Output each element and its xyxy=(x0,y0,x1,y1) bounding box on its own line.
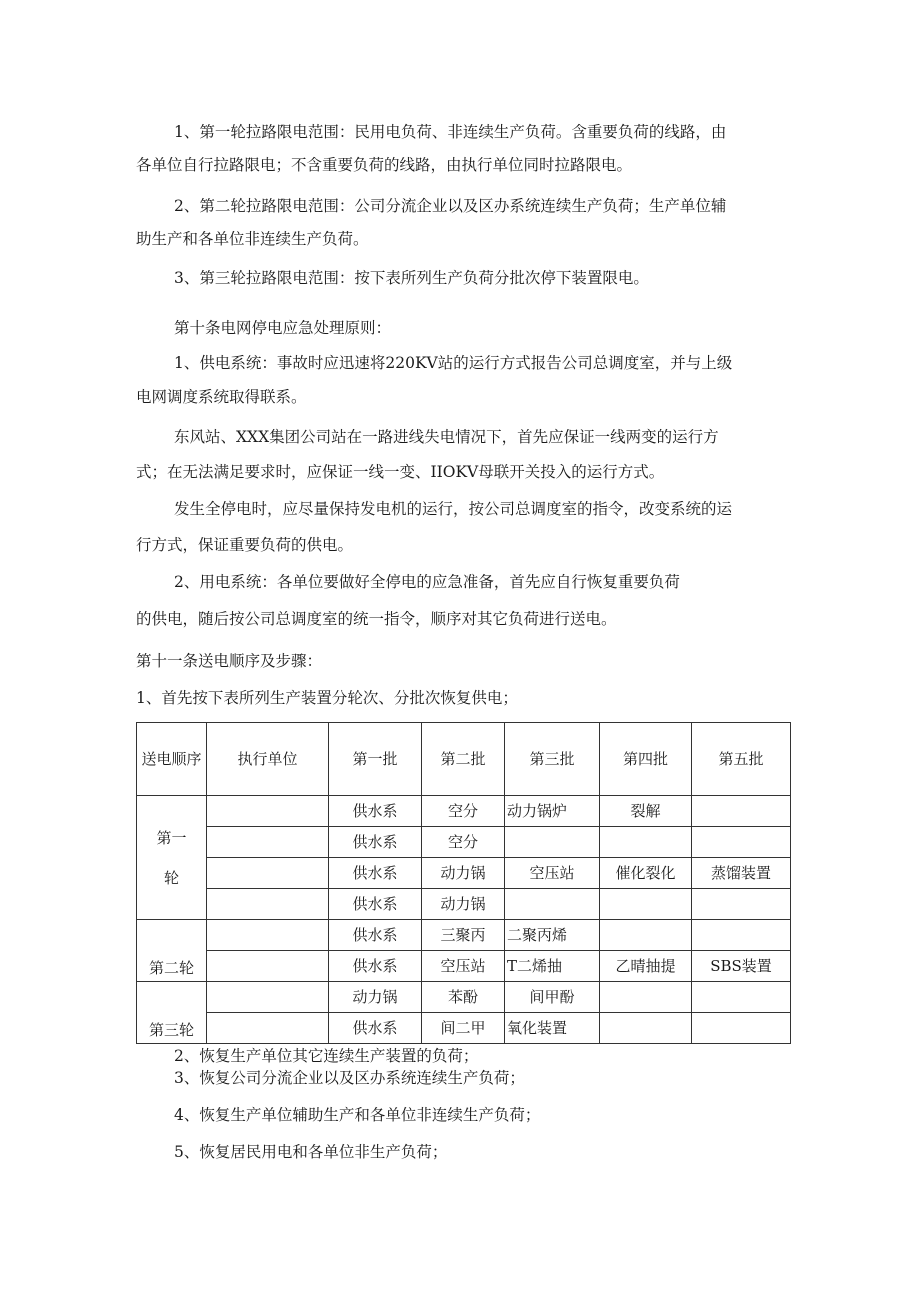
round-1-label: 第一轮 xyxy=(137,796,207,920)
table-cell: 乙晴抽提 xyxy=(600,951,692,982)
supply-system-line-1: 1、供电系统：事故时应迅速将220KV站的运行方式报告公司总调度室，并与上级 xyxy=(174,354,733,372)
round-3-label: 第三轮 xyxy=(137,982,207,1044)
table-cell xyxy=(207,827,329,858)
table-cell: 供水系 xyxy=(329,858,422,889)
paragraph-1-line-1: 1、第一轮拉路限电范围：民用电负荷、非连续生产负荷。含重要负荷的线路，由 xyxy=(174,123,727,141)
header-sequence: 送电顺序 xyxy=(137,723,207,796)
table-cell: 供水系 xyxy=(329,827,422,858)
table-cell xyxy=(207,1013,329,1044)
table-cell xyxy=(692,920,791,951)
step-5: 5、恢复居民用电和各单位非生产负荷； xyxy=(174,1143,448,1161)
power-restoration-table xyxy=(136,722,791,1044)
table-cell xyxy=(692,796,791,827)
table-cell: 空分 xyxy=(422,827,505,858)
table-cell: 苯酚 xyxy=(422,982,505,1013)
table-row xyxy=(137,889,791,920)
table-cell: 供水系 xyxy=(329,889,422,920)
table-header-row xyxy=(137,723,791,796)
step-1: 1、首先按下表所列生产装置分轮次、分批次恢复供电； xyxy=(136,689,518,707)
article-10-heading: 第十条电网停电应急处理原则： xyxy=(174,319,392,337)
table-cell: 空压站 xyxy=(505,858,600,889)
table-cell xyxy=(600,889,692,920)
table-cell xyxy=(207,796,329,827)
dongfeng-line-1: 东风站、XXX集团公司站在一路进线失电情况下，首先应保证一线两变的运行方 xyxy=(174,428,719,446)
supply-system-line-2: 电网调度系统取得联系。 xyxy=(136,388,307,406)
table-cell: 蒸馏装置 xyxy=(692,858,791,889)
table-cell xyxy=(207,951,329,982)
table-cell: 供水系 xyxy=(329,951,422,982)
table-cell: 三聚丙 xyxy=(422,920,505,951)
table-cell: 供水系 xyxy=(329,920,422,951)
paragraph-3: 3、第三轮拉路限电范围：按下表所列生产负荷分批次停下装置限电。 xyxy=(174,269,649,287)
table-cell: 空压站 xyxy=(422,951,505,982)
table-cell xyxy=(692,982,791,1013)
dongfeng-line-2: 式；在无法满足要求时，应保证一线一变、IIOKV母联开关投入的运行方式。 xyxy=(136,463,665,481)
table-cell xyxy=(692,827,791,858)
step-4: 4、恢复生产单位辅助生产和各单位非连续生产负荷； xyxy=(174,1106,541,1124)
table-cell: 裂解 xyxy=(600,796,692,827)
header-batch-4: 第四批 xyxy=(600,723,692,796)
step-2: 2、恢复生产单位其它连续生产装置的负荷； xyxy=(174,1047,479,1065)
table-cell xyxy=(600,920,692,951)
table-cell: 空分 xyxy=(422,796,505,827)
paragraph-2-line-2: 助生产和各单位非连续生产负荷。 xyxy=(136,230,369,248)
table-cell: 动力锅 xyxy=(422,889,505,920)
table-cell xyxy=(692,1013,791,1044)
table-row xyxy=(137,858,791,889)
table-cell: 动力锅炉 xyxy=(505,796,600,827)
header-batch-2: 第二批 xyxy=(422,723,505,796)
paragraph-2-line-1: 2、第二轮拉路限电范围：公司分流企业以及区办系统连续生产负荷；生产单位辅 xyxy=(174,197,727,215)
table-row xyxy=(137,796,791,827)
table-cell xyxy=(505,827,600,858)
round-2-label: 第二轮 xyxy=(137,920,207,982)
table-cell: 二聚丙烯 xyxy=(505,920,600,951)
paragraph-1-line-2: 各单位自行拉路限电；不含重要负荷的线路，由执行单位同时拉路限电。 xyxy=(136,156,633,174)
table-cell: T二烯抽 xyxy=(505,951,600,982)
consumption-system-line-2: 的供电，随后按公司总调度室的统一指令，顺序对其它负荷进行送电。 xyxy=(136,610,617,628)
consumption-system-line-1: 2、用电系统：各单位要做好全停电的应急准备，首先应自行恢复重要负荷 xyxy=(174,573,680,591)
table-cell xyxy=(207,858,329,889)
table-row xyxy=(137,951,791,982)
blackout-line-1: 发生全停电时，应尽量保持发电机的运行，按公司总调度室的指令，改变系统的运 xyxy=(174,500,733,518)
table-cell: 氧化装置 xyxy=(505,1013,600,1044)
table-cell xyxy=(692,889,791,920)
table-row xyxy=(137,827,791,858)
table-cell: 间甲酚 xyxy=(505,982,600,1013)
table-cell: 间二甲 xyxy=(422,1013,505,1044)
header-batch-1: 第一批 xyxy=(329,723,422,796)
table-cell xyxy=(600,982,692,1013)
table-cell: 供水系 xyxy=(329,1013,422,1044)
header-unit: 执行单位 xyxy=(207,723,329,796)
table-cell: 动力锅 xyxy=(422,858,505,889)
table-cell: 供水系 xyxy=(329,796,422,827)
table-cell xyxy=(505,889,600,920)
article-11-heading: 第十一条送电顺序及步骤： xyxy=(136,652,323,670)
table-cell: 催化裂化 xyxy=(600,858,692,889)
table-row xyxy=(137,1013,791,1044)
header-batch-5: 第五批 xyxy=(692,723,791,796)
table-cell: SBS装置 xyxy=(692,951,791,982)
blackout-line-2: 行方式，保证重要负荷的供电。 xyxy=(136,536,354,554)
table-row xyxy=(137,920,791,951)
header-batch-3: 第三批 xyxy=(505,723,600,796)
table-row xyxy=(137,982,791,1013)
step-3: 3、恢复公司分流企业以及区办系统连续生产负荷； xyxy=(174,1069,525,1087)
table-cell xyxy=(600,1013,692,1044)
table-cell: 动力锅 xyxy=(329,982,422,1013)
table-cell xyxy=(600,827,692,858)
table-cell xyxy=(207,920,329,951)
table-cell xyxy=(207,889,329,920)
table-cell xyxy=(207,982,329,1013)
